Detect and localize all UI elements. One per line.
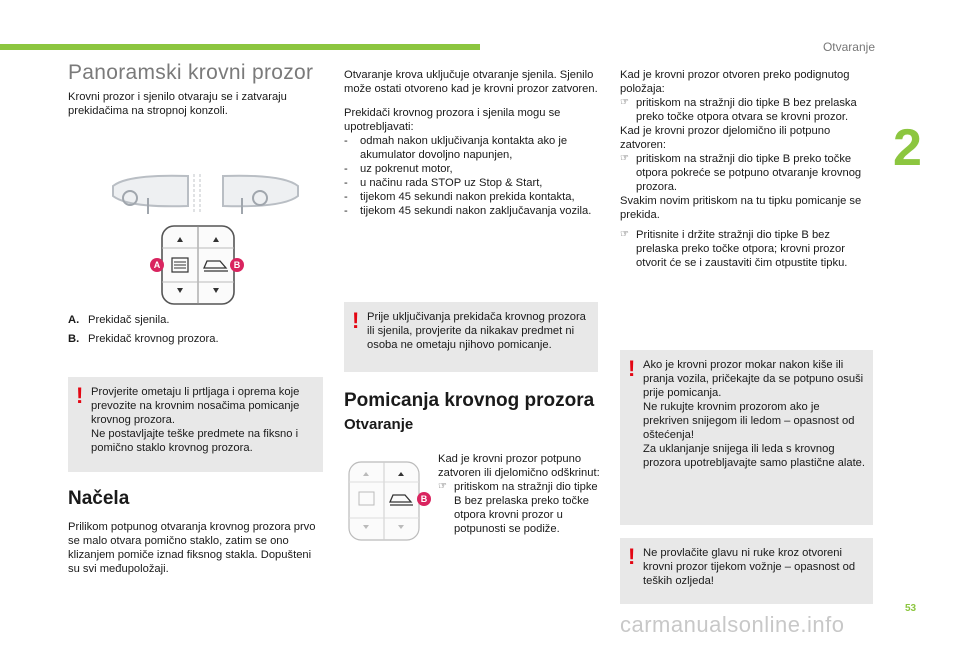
warning-exclamation-icon: ! <box>628 544 636 569</box>
warning-box-wet-roof <box>620 350 873 525</box>
roof-switch-illustration <box>108 168 308 308</box>
warning-box-obstruction <box>344 302 598 372</box>
arrow-bullet-icon: ☞ <box>620 153 629 164</box>
opening-item: ☞ pritiskom na stražnji dio tipke B bez prelaska preko točke otpora krovni prozor u potpunosti se podiže. <box>438 481 598 535</box>
column-1 <box>68 61 323 118</box>
page-title: Panoramski krovni prozor <box>68 61 314 84</box>
warning-text: Provjerite ometaju li prtljaga i oprema koje prevozite na krovnim nosačima pomicanje krovnog prozora. Ne postavljajte teške predmete na fiksno i pomično staklo krovnog prozora. <box>91 386 300 454</box>
col3-p1: Kad je krovni prozor otvoren preko podignutog položaja: <box>620 69 850 95</box>
list-item: - tijekom 45 sekundi nakon prekida kontakta, <box>344 190 599 204</box>
warning-box-head-hands <box>620 538 873 604</box>
section-label: Otvaranje <box>822 40 875 54</box>
arrow-bullet-icon: ☞ <box>620 229 629 240</box>
arrow-bullet-icon: ☞ <box>438 481 447 492</box>
col3-p2: Kad je krovni prozor djelomično ili potpuno zatvoren: <box>620 125 831 151</box>
col3-item3: ☞ Pritisnite i držite stražnji dio tipke B bez prelaska preko točke otpora; krovni prozor otvorit će se i zaustaviti čim otpustite tipku. <box>620 229 848 269</box>
arrow-bullet-icon: ☞ <box>620 97 629 108</box>
warning-exclamation-icon: ! <box>76 383 84 408</box>
col3-p3: Svakim novim pritiskom na tu tipku pomicanje se prekida. <box>620 195 862 221</box>
column-2 <box>344 68 599 218</box>
warning-exclamation-icon: ! <box>628 356 636 381</box>
label-b-badge: B <box>417 492 431 506</box>
opening-intro: Kad je krovni prozor potpuno zatvoren ili djelomično odškrinut: <box>438 453 600 479</box>
warning-exclamation-icon: ! <box>352 308 360 333</box>
principles-heading: Načela <box>68 488 130 509</box>
warning-box-luggage <box>68 377 323 472</box>
legend-item-b: B. Prekidač krovnog prozora. <box>68 333 219 345</box>
warning-text: Ako je krovni prozor mokar nakon kiše ili pranja vozila, pričekajte da se potpuno osuši prije pomicanja. Ne rukujte krovnim prozorom ako je prekriven snijegom ili ledom – opasnost od oštećenja! Za uklanjanje snijega ili leda s krovnog prozora upotrebljavajte samo plastične alate. <box>643 359 866 469</box>
sunblind-text: Otvaranje krova uključuje otvaranje sjenila. Sjenilo može ostati otvoreno kad je krovni prozor zatvoren. <box>344 69 598 95</box>
switch-panel-illustration <box>108 168 308 308</box>
legend <box>68 313 323 351</box>
list-item: - tijekom 45 sekundi nakon zaključavanja vozila. <box>344 204 599 218</box>
warning-text: Prije uključivanja prekidača krovnog prozora ili sjenila, provjerite da nikakav predmet ni osoba ne ometaju njihovo pomicanje. <box>367 311 586 351</box>
legend-item-a: A. Prekidač sjenila. <box>68 314 170 326</box>
column-3 <box>620 68 874 270</box>
opening-subheading: Otvaranje <box>344 416 414 433</box>
list-item: - u načinu rada STOP uz Stop & Start, <box>344 176 599 190</box>
intro-text: Krovni prozor i sjenilo otvaraju se i zatvaraju prekidačima na stropnoj konzoli. <box>68 91 287 117</box>
usage-intro: Prekidači krovnog prozora i sjenila mogu se upotrebljavati: <box>344 107 561 133</box>
usage-list <box>344 134 599 218</box>
warning-text: Ne provlačite glavu ni ruke kroz otvoreni krovni prozor tijekom vožnje – opasnost od teških ozljeda! <box>643 547 856 587</box>
page-number: 53 <box>905 603 917 614</box>
chapter-number: 2 <box>893 119 922 177</box>
label-b-badge: B <box>230 258 244 272</box>
movements-section <box>344 390 599 433</box>
list-item: - odmah nakon uključivanja kontakta ako je akumulator dovoljno napunjen, <box>344 134 599 162</box>
list-item: - uz pokrenut motor, <box>344 162 599 176</box>
col3-item2: ☞ pritiskom na stražnji dio tipke B preko točke otpora pokreće se potpuno otvaranje krovnog prozora. <box>620 153 862 193</box>
principles-text: Prilikom potpunog otvaranja krovnog prozora prvo se malo otvara pomično staklo, zatim se ono klizanjem pomiče iznad fiksnog stakla. Dopušteni su svi međupoložaji. <box>68 521 316 575</box>
col3-item1: ☞ pritiskom na stražnji dio tipke B bez prelaska preko točke otpora otvara se krovni prozor. <box>620 97 857 123</box>
switch-b-illustration <box>345 460 429 542</box>
movements-heading: Pomicanja krovnog prozora <box>344 390 595 411</box>
label-a-badge: A <box>150 258 164 272</box>
watermark: carmanualsonline.info <box>620 612 845 637</box>
principles-section <box>68 488 323 576</box>
header-accent-bar <box>0 44 480 50</box>
opening-text <box>438 452 600 536</box>
